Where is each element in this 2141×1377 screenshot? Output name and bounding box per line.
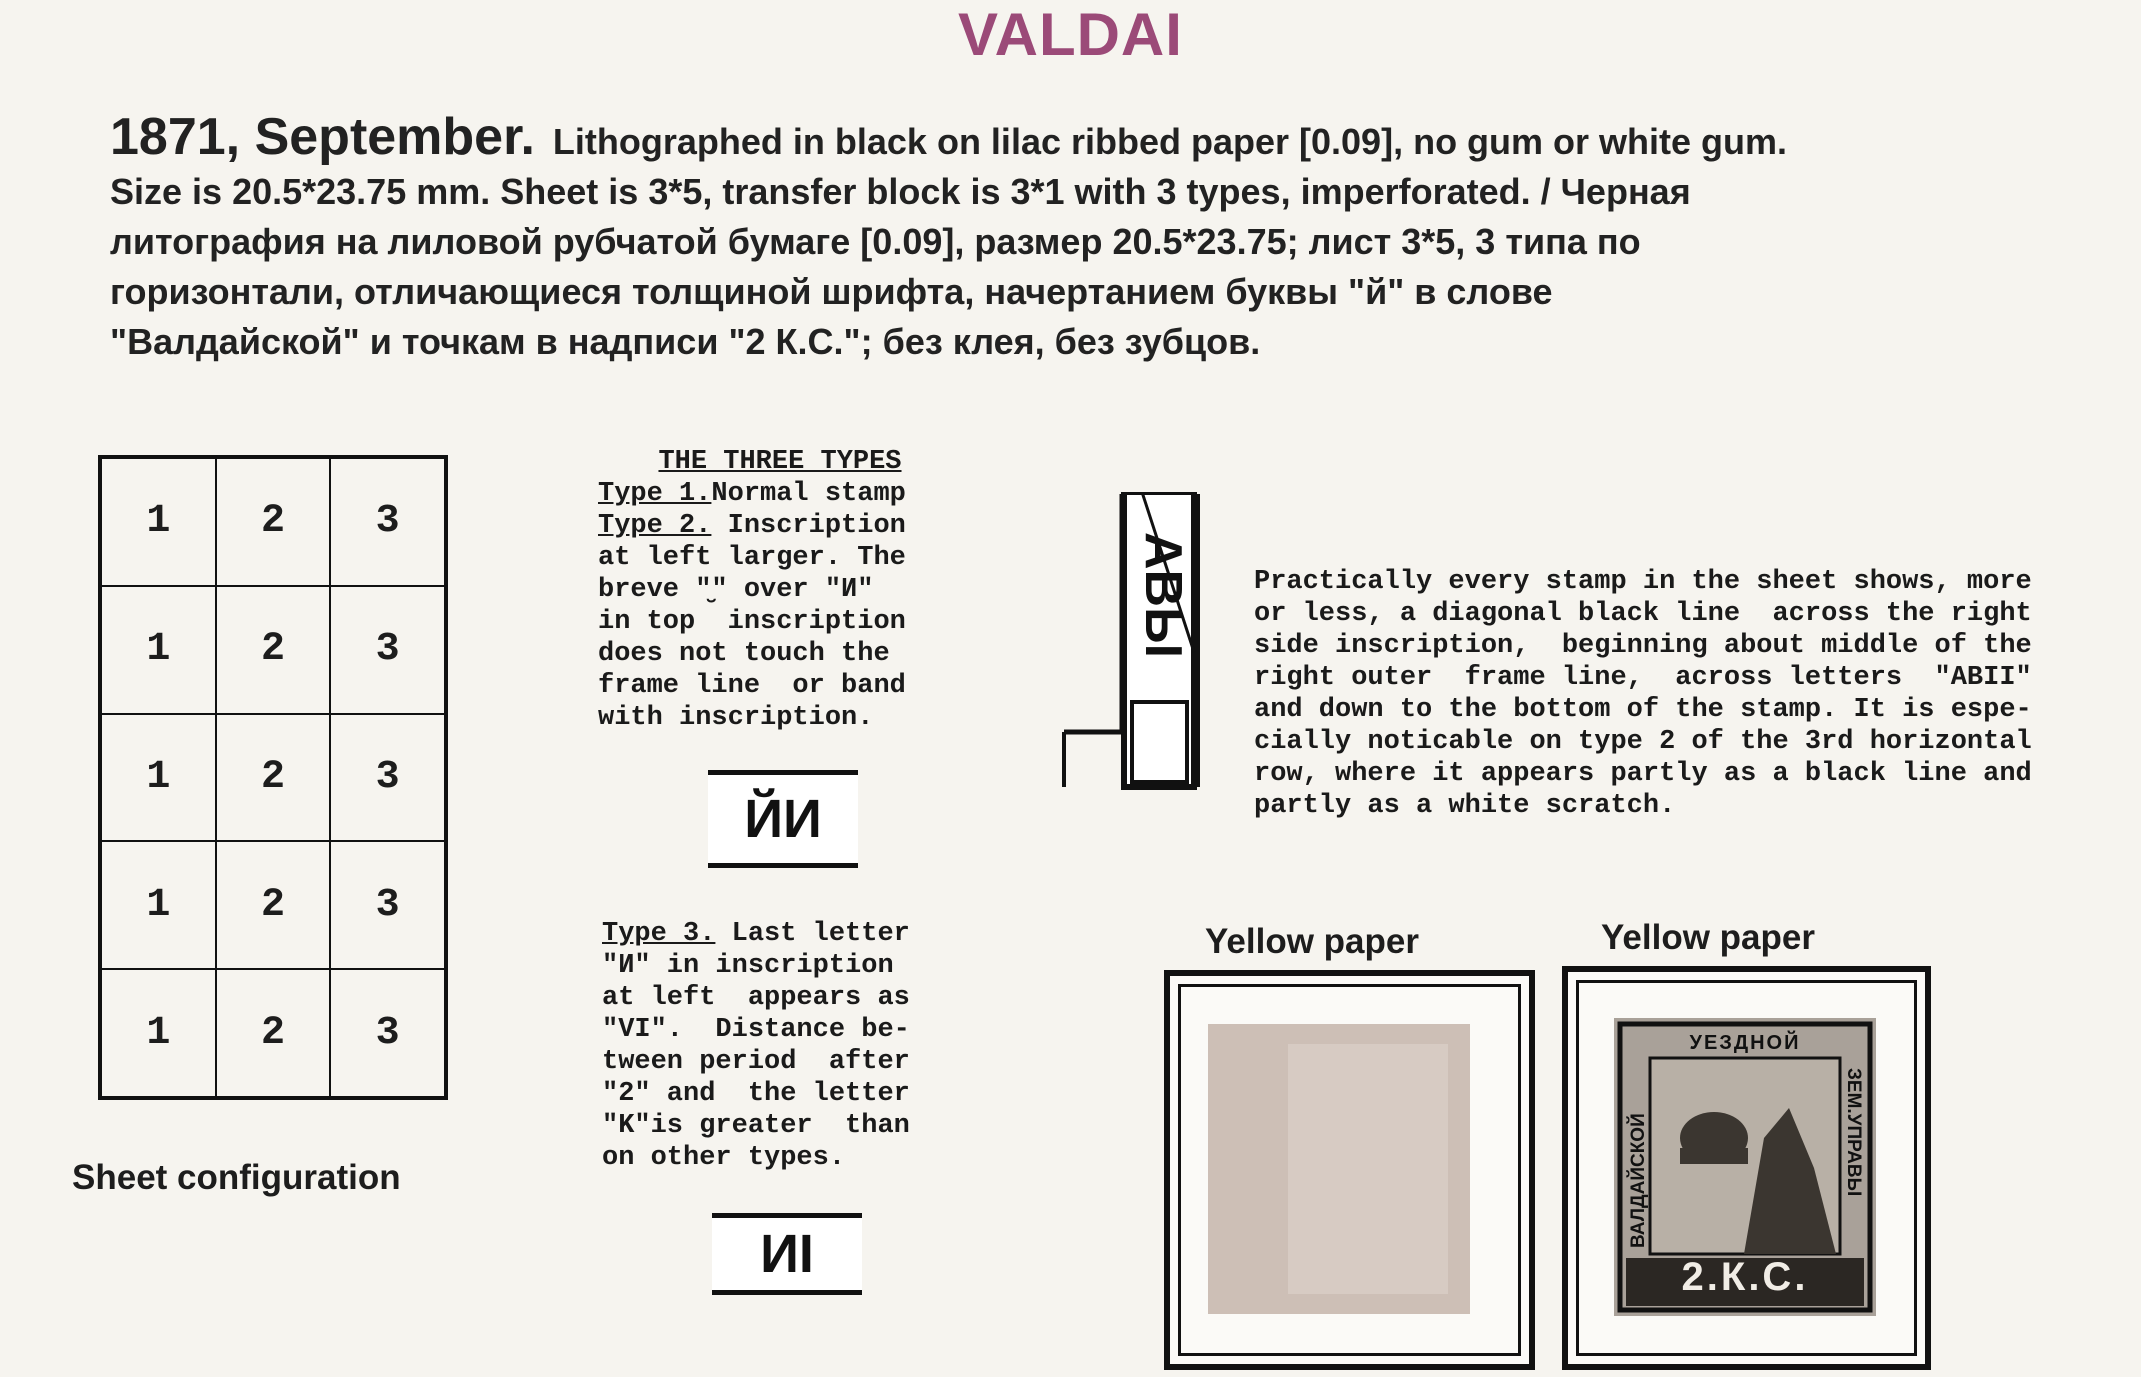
photo-caption-front: Yellow paper (1601, 918, 1815, 957)
intro-line-5: "Валдайской" и точкам в надписи "2 К.С."; без клея, без зубцов. (110, 321, 1261, 362)
sheet-cell: 2 (216, 458, 331, 586)
intro-line-4: горизонтали, отличающиеся толщиной шрифта, начертанием буквы "й" в слове (110, 271, 1553, 312)
sheet-cell: 2 (216, 586, 331, 714)
sheet-cell: 1 (101, 841, 216, 969)
sheet-grid (98, 455, 448, 1100)
sheet-caption: Sheet configuration (72, 1158, 401, 1197)
page-title: VALDAI (958, 1, 1183, 68)
sheet-cell: 2 (216, 714, 331, 842)
inscription-strip-image (1062, 492, 1212, 792)
type-3-description (602, 918, 910, 1174)
stamp-value: 2.К.С. (1681, 1255, 1809, 1299)
sheet-cell: 1 (101, 458, 216, 586)
sheet-cell: 3 (330, 969, 445, 1097)
photo-caption-back: Yellow paper (1205, 922, 1419, 961)
stamp-back-frame (1164, 970, 1535, 1370)
stamp-front-image (1614, 1018, 1876, 1316)
type-2-text: at left larger. The breve "̮" over "И" in top inscription does not touch the frame line or band with inscription. (598, 543, 906, 733)
type-3-label: Type 3. (602, 919, 716, 949)
sheet-cell: 3 (330, 586, 445, 714)
stamp-right-inscription: ЗЕМ.УПРАВЫ (1843, 1068, 1864, 1197)
sheet-cell: 3 (330, 714, 445, 842)
stamp-left-inscription: ВАЛДАЙСКОЙ (1628, 1113, 1649, 1248)
strip-letters: АВЫ (1134, 532, 1192, 659)
sheet-cell: 1 (101, 969, 216, 1097)
intro-line-1 (110, 108, 2100, 167)
intro-line-2: Size is 20.5*23.75 mm. Sheet is 3*5, transfer block is 3*1 with 3 types, imperforated. / Черная (110, 171, 1691, 212)
type-3-text: "И" in inscription at left appears as "VI". Distance be- tween period after "2" and the letter "K"is greater than on other types. (602, 951, 910, 1173)
intro-line-1-text: Lithographed in black on lilac ribbed paper [0.09], no gum or white gum. (552, 121, 1788, 162)
type-2-fragment-text: ЙИ (744, 789, 822, 849)
type-2-fragment-image (708, 770, 858, 868)
sheet-cell: 2 (216, 841, 331, 969)
hinge-remnant (1288, 1044, 1448, 1294)
sheet-cell: 1 (101, 714, 216, 842)
stamp-top-inscription: УЕЗДНОЙ (1689, 1032, 1801, 1054)
type-2-label: Type 2. (598, 511, 712, 541)
stamp-back-image (1208, 1024, 1470, 1314)
type-1-text: Normal stamp (711, 479, 906, 509)
stamp-front-frame (1562, 966, 1931, 1370)
type-3-line-1: Last letter (715, 919, 910, 949)
type-3-fragment-image (712, 1213, 862, 1295)
type-1-2-description (598, 478, 906, 734)
type-3-fragment-text: ИI (760, 1224, 814, 1284)
intro-paragraph (110, 108, 2100, 367)
diagonal-line-note: Practically every stamp in the sheet shows, more or less, a diagonal black line across the right side inscription, beginning about middle of the right outer frame line, across letters "ABII" and down to the bottom of the stamp. It is espe- cially noticable on type 2 of the 3rd horizontal row, where it appears partly as a black line and partly as a white scratch. (1254, 567, 2032, 821)
sheet-cell: 3 (330, 841, 445, 969)
types-heading: THE THREE TYPES (658, 447, 902, 477)
sheet-cell: 2 (216, 969, 331, 1097)
type-1-label: Type 1. (598, 479, 712, 509)
intro-line-3: литография на лиловой рубчатой бумаге [0.09], размер 20.5*23.75; лист 3*5, 3 типа по (110, 221, 1641, 262)
sheet-cell: 3 (330, 458, 445, 586)
type-2-line-1: Inscription (711, 511, 906, 541)
issue-date: 1871, September. (110, 108, 535, 166)
sheet-cell: 1 (101, 586, 216, 714)
